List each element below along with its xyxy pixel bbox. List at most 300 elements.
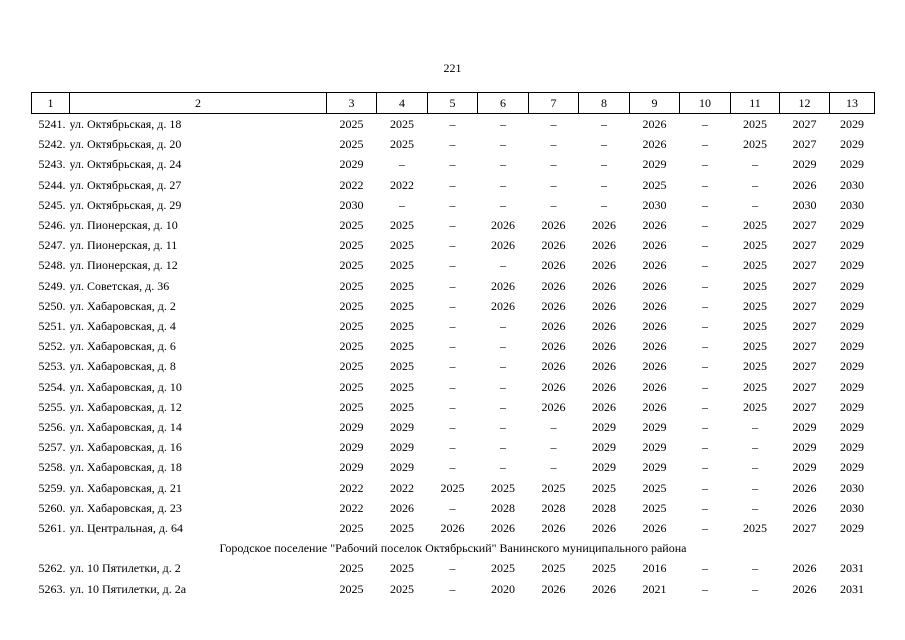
table-body [32,114,875,539]
section-title: Городское поселение "Рабочий поселок Октябрьский" Ванинского муниципального района [219,541,687,556]
year-cell: 2025 [339,258,364,273]
year-cell: – [702,500,708,515]
year-cell: – [752,177,758,192]
year-cell: – [550,157,557,172]
year-cell: – [500,177,506,192]
year-cell: 2026 [491,278,515,293]
year-cell: 2026 [592,238,616,253]
year-cell: 2025 [592,480,616,495]
column-header: 2 [70,93,327,114]
year-cell: 2027 [792,117,817,131]
year-cell: – [702,399,708,414]
row-number: 5242. [38,137,66,152]
year-cell: – [449,500,456,515]
year-cell: – [752,157,758,172]
year-cell: 2025 [743,319,767,334]
year-cell: 2027 [792,137,817,152]
year-cell: 2026 [792,177,817,192]
table-row [32,154,875,174]
year-cell: 2030 [840,177,864,192]
table-row [32,336,875,356]
address-cell: ул. Центральная, д. 64 [69,521,184,536]
table-row [32,175,875,195]
year-cell: 2028 [541,500,566,515]
year-cell: – [500,157,506,172]
year-cell: – [601,197,607,212]
year-cell: 2025 [390,137,414,152]
year-cell: 2025 [390,117,414,131]
row-number: 5261. [38,521,66,536]
year-cell: – [550,117,557,131]
table-row [32,579,875,599]
year-cell: 2027 [792,298,817,313]
year-cell: – [449,440,456,455]
address-cell: ул. Хабаровская, д. 6 [69,339,176,354]
year-cell: 2026 [592,379,616,394]
year-cell: – [500,258,506,273]
year-cell: 2026 [642,278,667,293]
row-number: 5259. [38,480,66,495]
year-cell: 2025 [743,359,767,374]
year-cell: 2026 [592,278,616,293]
year-cell: – [702,278,708,293]
year-cell: 2026 [592,359,616,374]
year-cell: 2025 [390,339,414,354]
column-header: 12 [780,93,830,114]
year-cell: 2022 [339,500,364,515]
year-cell: – [500,399,506,414]
year-cell: – [500,420,506,435]
year-cell: 2029 [390,440,414,455]
year-cell: 2029 [642,420,667,435]
address-cell: ул. Хабаровская, д. 8 [69,359,176,374]
year-cell: 2029 [339,157,364,172]
year-cell: 2025 [743,117,767,131]
year-cell: 2029 [840,319,864,334]
column-header: 4 [377,93,428,114]
year-cell: 2026 [642,379,667,394]
row-number: 5245. [38,197,66,212]
year-cell: 2029 [840,399,864,414]
year-cell: – [449,177,456,192]
row-number: 5252. [38,339,66,354]
year-cell: 2026 [491,298,515,313]
year-cell: 2026 [592,339,616,354]
year-cell: 2025 [743,399,767,414]
year-cell: – [702,177,708,192]
year-cell: – [702,480,708,495]
year-cell: 2029 [592,440,616,455]
year-cell: 2026 [642,218,667,233]
table-row [32,518,875,538]
year-cell: 2030 [339,197,364,212]
year-cell: 2025 [642,177,667,192]
year-cell: 2025 [743,521,767,536]
year-cell: 2029 [840,278,864,293]
year-cell: 2025 [743,298,767,313]
year-cell: – [601,177,607,192]
year-cell: – [702,218,708,233]
year-cell: 2026 [642,137,667,152]
column-header: 3 [327,93,377,114]
address-cell: ул. Хабаровская, д. 10 [69,379,182,394]
year-cell: – [500,359,506,374]
year-cell: 2025 [491,561,515,576]
year-cell: 2026 [491,238,515,253]
year-cell: 2029 [840,298,864,313]
year-cell: 2030 [840,480,864,495]
year-cell: 2027 [792,319,817,334]
column-header: 9 [630,93,680,114]
year-cell: – [500,117,506,131]
table-row [32,478,875,498]
year-cell: 2025 [390,521,414,536]
year-cell: – [601,117,607,131]
year-cell: 2026 [642,359,667,374]
year-cell: – [449,339,456,354]
year-cell: – [752,460,758,475]
year-cell: 2026 [642,238,667,253]
year-cell: 2030 [642,197,667,212]
row-number: 5253. [38,359,66,374]
year-cell: 2020 [491,581,515,596]
year-cell: – [449,420,456,435]
year-cell: 2026 [491,521,515,536]
year-cell: 2025 [390,218,414,233]
year-cell: 2025 [743,218,767,233]
year-cell: – [702,319,708,334]
year-cell: 2029 [339,460,364,475]
year-cell: 2028 [592,500,616,515]
year-cell: 2026 [642,521,667,536]
year-cell: – [500,137,506,152]
year-cell: 2029 [642,157,667,172]
year-cell: 2027 [792,258,817,273]
row-number: 5241. [38,117,66,131]
year-cell: 2022 [390,480,414,495]
row-number: 5258. [38,460,66,475]
row-number: 5257. [38,440,66,455]
year-cell: 2022 [339,480,364,495]
year-cell: 2025 [339,339,364,354]
table-row [32,498,875,518]
year-cell: – [500,440,506,455]
year-cell: 2025 [390,319,414,334]
year-cell: 2026 [440,521,465,536]
year-cell: – [449,298,456,313]
year-cell: – [449,157,456,172]
year-cell: 2029 [339,440,364,455]
year-cell: 2026 [592,399,616,414]
address-cell: ул. Хабаровская, д. 18 [69,460,182,475]
year-cell: 2025 [642,480,667,495]
year-cell: 2026 [390,500,414,515]
row-number: 5247. [38,238,66,253]
year-cell: 2025 [743,339,767,354]
year-cell: 2026 [642,117,667,131]
year-cell: – [550,197,557,212]
year-cell: 2025 [339,561,364,576]
year-cell: 2025 [541,480,566,495]
year-cell: 2026 [792,561,817,576]
year-cell: 2029 [840,420,864,435]
year-cell: – [702,521,708,536]
year-cell: 2028 [491,500,515,515]
year-cell: 2025 [390,399,414,414]
year-cell: 2025 [339,137,364,152]
column-header: 8 [579,93,630,114]
year-cell: 2025 [642,500,667,515]
table-row [32,356,875,376]
year-cell: 2025 [440,480,465,495]
table-row [32,276,875,296]
year-cell: 2025 [743,278,767,293]
year-cell: – [500,379,506,394]
year-cell: – [702,460,708,475]
row-number: 5254. [38,379,66,394]
address-cell: ул. Октябрьская, д. 20 [69,137,182,152]
row-number: 5262. [38,561,66,576]
year-cell: – [449,359,456,374]
year-cell: – [752,420,758,435]
year-cell: 2026 [592,298,616,313]
column-header: 6 [478,93,529,114]
address-cell: ул. 10 Пятилетки, д. 2 [69,561,181,576]
address-cell: ул. Октябрьская, д. 29 [69,197,182,212]
year-cell: 2026 [541,218,566,233]
year-cell: 2031 [840,561,864,576]
row-number: 5263. [38,581,66,596]
address-cell: ул. Октябрьская, д. 27 [69,177,182,192]
year-cell: 2029 [642,460,667,475]
year-cell: 2025 [339,117,364,131]
table-row [32,316,875,336]
year-cell: 2029 [390,420,414,435]
row-number: 5256. [38,420,66,435]
year-cell: 2027 [792,339,817,354]
year-cell: 2025 [390,561,414,576]
year-cell: 2025 [339,521,364,536]
year-cell: 2026 [642,258,667,273]
housing-schedule-table [31,92,875,599]
year-cell: – [449,581,456,596]
year-cell: – [550,177,557,192]
year-cell: 2029 [792,440,817,455]
year-cell: – [702,440,708,455]
year-cell: 2030 [840,197,864,212]
year-cell: 2029 [592,420,616,435]
year-cell: 2025 [390,258,414,273]
year-cell: – [702,157,708,172]
address-cell: ул. Хабаровская, д. 23 [69,500,182,515]
address-cell: ул. Пионерская, д. 10 [69,218,178,233]
year-cell: 2027 [792,218,817,233]
year-cell: 2027 [792,238,817,253]
row-number: 5255. [38,399,66,414]
row-number: 5251. [38,319,66,334]
address-cell: ул. Октябрьская, д. 24 [69,157,182,172]
year-cell: – [500,460,506,475]
column-header: 10 [680,93,731,114]
year-cell: 2029 [792,420,817,435]
year-cell: 2029 [792,157,817,172]
year-cell: – [752,561,758,576]
year-cell: – [399,157,405,172]
row-number: 5243. [38,157,66,172]
year-cell: – [702,197,708,212]
year-cell: – [702,359,708,374]
year-cell: – [500,197,506,212]
year-cell: 2025 [491,480,515,495]
year-cell: 2025 [743,137,767,152]
row-number: 5244. [38,177,66,192]
year-cell: 2025 [339,278,364,293]
year-cell: – [752,500,758,515]
year-cell: 2025 [339,319,364,334]
year-cell: 2026 [642,298,667,313]
table-row [32,235,875,255]
table-row [32,558,875,578]
address-cell: ул. Хабаровская, д. 2 [69,298,176,313]
address-cell: ул. Хабаровская, д. 12 [69,399,182,414]
year-cell: 2027 [792,399,817,414]
year-cell: – [550,440,557,455]
year-cell: 2025 [390,359,414,374]
section-body [32,538,875,558]
year-cell: 2025 [339,581,364,596]
year-cell: 2026 [541,379,566,394]
year-cell: 2026 [792,500,817,515]
year-cell: 2025 [743,379,767,394]
year-cell: – [702,339,708,354]
year-cell: 2030 [792,197,817,212]
year-cell: 2025 [541,561,566,576]
year-cell: – [449,319,456,334]
year-cell: – [702,117,708,131]
table-row [32,114,875,135]
year-cell: 2026 [491,218,515,233]
page-number: 221 [443,61,462,75]
table-row [32,457,875,477]
year-cell: 2021 [642,581,667,596]
year-cell: 2026 [541,298,566,313]
year-cell: – [449,238,456,253]
year-cell: – [702,561,708,576]
year-cell: 2026 [541,238,566,253]
year-cell: – [752,581,758,596]
column-header: 5 [428,93,478,114]
column-header: 11 [731,93,780,114]
table-row [32,255,875,275]
year-cell: 2029 [840,379,864,394]
year-cell: 2025 [592,561,616,576]
year-cell: – [550,420,557,435]
year-cell: 2022 [339,177,364,192]
table-row [32,195,875,215]
year-cell: 2026 [541,359,566,374]
year-cell: – [702,420,708,435]
year-cell: 2029 [840,137,864,152]
year-cell: 2026 [642,399,667,414]
row-number: 5250. [38,298,66,313]
address-cell: ул. Хабаровская, д. 14 [69,420,182,435]
year-cell: 2025 [743,258,767,273]
table-row [32,417,875,437]
year-cell: 2029 [792,460,817,475]
address-cell: ул. Хабаровская, д. 16 [69,440,182,455]
year-cell: – [601,157,607,172]
year-cell: 2026 [541,278,566,293]
year-cell: 2026 [541,258,566,273]
year-cell: – [550,137,557,152]
year-cell: – [702,581,708,596]
year-cell: 2026 [541,521,566,536]
year-cell: 2026 [592,218,616,233]
year-cell: – [399,197,405,212]
year-cell: 2026 [541,319,566,334]
year-cell: 2029 [390,460,414,475]
year-cell: 2026 [592,581,616,596]
row-number: 5249. [38,278,66,293]
table-row [32,437,875,457]
year-cell: – [449,399,456,414]
year-cell: 2031 [840,581,864,596]
year-cell: 2025 [390,581,414,596]
year-cell: 2029 [642,440,667,455]
year-cell: 2026 [592,319,616,334]
year-cell: – [550,460,557,475]
row-number: 5246. [38,218,66,233]
year-cell: – [449,379,456,394]
year-cell: 2025 [339,399,364,414]
year-cell: 2026 [792,480,817,495]
year-cell: 2029 [840,238,864,253]
year-cell: – [449,561,456,576]
year-cell: 2025 [339,359,364,374]
column-header: 1 [32,93,70,114]
year-cell: 2026 [642,319,667,334]
address-cell: ул. Октябрьская, д. 18 [69,117,182,131]
year-cell: 2025 [743,238,767,253]
row-number: 5248. [38,258,66,273]
year-cell: 2026 [541,399,566,414]
year-cell: 2029 [840,157,864,172]
year-cell: – [449,278,456,293]
year-cell: 2029 [840,440,864,455]
table-row [32,296,875,316]
year-cell: 2029 [840,117,864,131]
table-row [32,377,875,397]
year-cell: – [752,440,758,455]
year-cell: – [500,319,506,334]
year-cell: 2026 [541,339,566,354]
year-cell: 2026 [541,581,566,596]
year-cell: – [752,480,758,495]
year-cell: – [601,137,607,152]
year-cell: 2029 [840,359,864,374]
year-cell: 2027 [792,359,817,374]
year-cell: 2025 [339,238,364,253]
address-cell: ул. 10 Пятилетки, д. 2а [69,581,187,596]
year-cell: – [702,238,708,253]
year-cell: 2029 [592,460,616,475]
year-cell: 2026 [592,521,616,536]
year-cell: – [702,379,708,394]
address-cell: ул. Пионерская, д. 12 [69,258,178,273]
year-cell: – [449,137,456,152]
year-cell: 2016 [642,561,667,576]
column-header: 13 [830,93,875,114]
